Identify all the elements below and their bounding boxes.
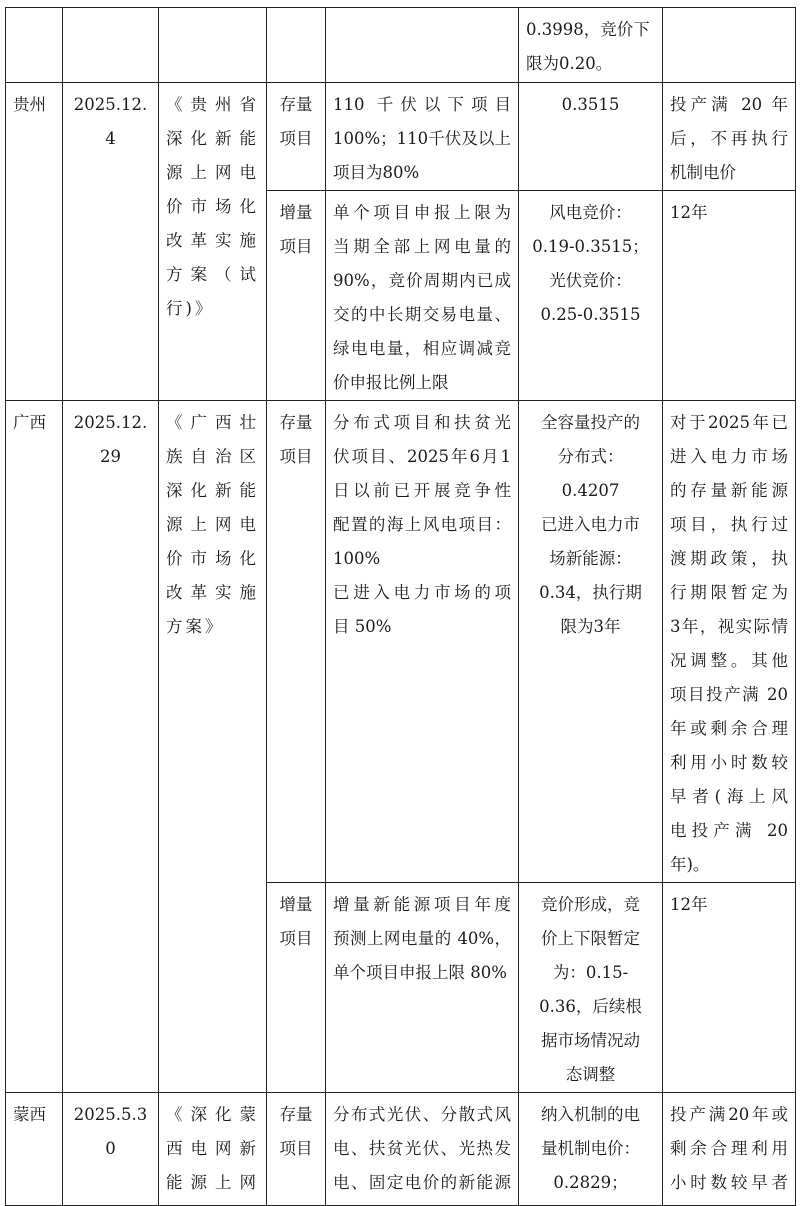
date-cell (63, 401, 159, 1093)
scope-cell (326, 83, 519, 191)
document-line: 深化新能 (166, 129, 259, 148)
type-line: 项目 (279, 929, 313, 948)
date-cell (63, 8, 159, 83)
scope-line: 100% (333, 549, 381, 568)
region-label: 广西 (13, 413, 46, 432)
scope-line: 分布式项目和扶贫光 (333, 413, 511, 432)
scope-line: 预测上网电量的 40%， (333, 929, 511, 948)
document-line: 能源上网 (166, 1173, 259, 1192)
document-line: 西电网新 (166, 1139, 259, 1158)
document-line: 方案（试 (166, 265, 259, 284)
type-cell (267, 1093, 326, 1206)
region-label: 贵州 (13, 95, 46, 114)
price-line: 量机制电价： (541, 1139, 640, 1158)
scope-line: 交的中长期交易电量、 (333, 305, 511, 324)
price-line: 竞价形成，竞 (541, 895, 640, 914)
scope-line: 分布式光伏、分散式风 (333, 1105, 511, 1124)
term-line: 渡期政策，执 (670, 549, 788, 568)
price-cell (519, 401, 663, 883)
document-line: 《深化蒙 (166, 1105, 259, 1124)
term-line: 投产满20年或 (670, 1105, 788, 1124)
type-line: 存量 (279, 1105, 313, 1124)
scope-cell (326, 191, 519, 401)
term-line: 12年 (670, 203, 708, 222)
date-line: 2025.12. (73, 413, 148, 432)
scope-line: 90%，竞价周期内已成 (333, 271, 511, 290)
term-cell (663, 401, 796, 883)
document-cell (159, 83, 267, 401)
price-cell (519, 1093, 663, 1206)
scope-line: 日以前已开展竞争性 (333, 481, 511, 500)
date-line: 29 (100, 447, 121, 466)
document-line: 改革实施 (166, 583, 259, 602)
scope-line: 单个项目申报上限为 (333, 203, 511, 222)
price-line: 分布式： (557, 447, 624, 466)
document-line: 源上网电 (166, 515, 259, 534)
type-cell (267, 83, 326, 191)
scope-line: 电、固定电价的新能源 (333, 1173, 511, 1192)
date-cell (63, 83, 159, 401)
term-cell (663, 883, 796, 1093)
term-line: 12年 (670, 895, 708, 914)
price-cell (519, 191, 663, 401)
scope-line: 伏项目、2025年6月1 (333, 447, 511, 466)
type-line: 项目 (279, 447, 313, 466)
price-line: 0.3515 (561, 95, 620, 114)
price-line: 0.25-0.3515 (540, 305, 641, 324)
scope-line: 已进入电力市场的项 (333, 583, 511, 602)
term-line: 机制电价 (670, 163, 736, 182)
date-line: 4 (105, 129, 116, 148)
scope-line: 绿电电量，相应调减竞 (333, 339, 511, 358)
term-line: 电投产满 20 (670, 821, 788, 840)
region-cell (6, 1093, 63, 1206)
region-label: 蒙西 (13, 1105, 46, 1124)
scope-line: 增量新能源项目年度 (333, 895, 511, 914)
type-line: 存量 (279, 413, 313, 432)
document-line: 价市场化 (166, 197, 259, 216)
price-line: 据市场情况动 (541, 1031, 640, 1050)
scope-line: 目 50% (333, 617, 392, 636)
type-cell (267, 401, 326, 883)
price-line: 0.36，后续根 (539, 997, 642, 1016)
price-line: 纳入机制的电 (541, 1105, 640, 1124)
term-line: 项目投产满 20 (670, 685, 788, 704)
price-line: 0.2829； (553, 1173, 628, 1192)
term-cell (663, 8, 796, 83)
price-line: 0.19-0.3515； (532, 237, 649, 256)
document-line: 源上网电 (166, 163, 259, 182)
scope-line: 价申报比例上限 (333, 373, 449, 392)
term-line: 的存量新能源 (670, 481, 788, 500)
document-line: 族自治区 (166, 447, 259, 466)
region-cell (6, 83, 63, 401)
scope-cell (326, 1093, 519, 1206)
term-line: 小时数较早者 (670, 1173, 788, 1192)
scope-cell (326, 883, 519, 1093)
type-cell (267, 191, 326, 401)
document-line: 《贵州省 (166, 95, 259, 114)
date-line: 0 (105, 1139, 116, 1158)
price-line: 0.3998，竞价下 (526, 20, 650, 39)
document-line: 价市场化 (166, 549, 259, 568)
term-line: 剩余合理利用 (670, 1139, 788, 1158)
price-line: 限为3年 (560, 617, 621, 636)
price-line: 场新能源： (549, 549, 632, 568)
type-cell (267, 8, 326, 83)
price-line: 全容量投产的 (541, 413, 640, 432)
scope-line: 100%；110千伏及以上 (333, 129, 511, 148)
term-line: 早者(海上风 (670, 787, 788, 806)
type-line: 增量 (279, 895, 313, 914)
document-cell (159, 8, 267, 83)
price-cell (519, 83, 663, 191)
type-line: 项目 (279, 129, 313, 148)
date-line: 2025.12. (73, 95, 148, 114)
term-line: 行期限暂定为 (670, 583, 788, 602)
price-line: 已进入电力市 (541, 515, 640, 534)
price-cell (519, 8, 663, 83)
term-line: 进入电力市场 (670, 447, 788, 466)
price-line: 0.34，执行期 (539, 583, 642, 602)
term-line: 况调整。其他 (670, 651, 788, 670)
price-line: 态调整 (565, 1065, 616, 1084)
price-line: 风电竞价： (549, 203, 632, 222)
date-line: 2025.5.3 (73, 1105, 148, 1124)
document-line: 改革实施 (166, 231, 259, 250)
table-row-guangxi-stock (6, 401, 796, 883)
term-line: 投产满 20 年 (670, 95, 788, 114)
term-line: 后，不再执行 (670, 129, 788, 148)
table-row-continuation (6, 8, 796, 83)
price-line: 限为0.20。 (526, 54, 613, 73)
type-line: 项目 (279, 1139, 313, 1158)
region-cell (6, 8, 63, 83)
scope-line: 项目为80% (333, 163, 420, 182)
document-line: 行)》 (166, 299, 215, 318)
scope-cell (326, 401, 519, 883)
date-cell (63, 1093, 159, 1206)
price-line: 0.4207 (561, 481, 620, 500)
scope-line: 当期全部上网电量的 (333, 237, 511, 256)
term-line: 年或剩余合理 (670, 719, 788, 738)
scope-line: 电、扶贫光伏、光热发 (333, 1139, 511, 1158)
term-line: 年)。 (670, 855, 710, 874)
type-line: 存量 (279, 95, 313, 114)
term-line: 利用小时数较 (670, 753, 788, 772)
type-line: 增量 (279, 203, 313, 222)
term-cell (663, 83, 796, 191)
term-line: 3年，视实际情 (670, 617, 788, 636)
document-line: 深化新能 (166, 481, 259, 500)
document-cell (159, 1093, 267, 1206)
term-line: 对于2025年已 (670, 413, 788, 432)
price-line: 为：0.15- (552, 963, 629, 982)
term-cell (663, 191, 796, 401)
term-line: 项目，执行过 (670, 515, 788, 534)
table-row-mengxi-stock (6, 1093, 796, 1206)
scope-line: 配置的海上风电项目： (333, 515, 511, 534)
document-cell (159, 401, 267, 1093)
price-line: 光伏竞价： (549, 271, 632, 290)
scope-cell (326, 8, 519, 83)
type-line: 项目 (279, 237, 313, 256)
table-row-guizhou-stock (6, 83, 796, 191)
scope-line: 单个项目申报上限 80% (333, 963, 507, 982)
type-cell (267, 883, 326, 1093)
scope-line: 110 千伏以下项目 (333, 95, 511, 114)
term-cell (663, 1093, 796, 1206)
price-line: 价上下限暂定 (541, 929, 640, 948)
policy-table (5, 7, 796, 1206)
price-cell (519, 883, 663, 1093)
region-cell (6, 401, 63, 1093)
document-line: 方案》 (166, 617, 225, 636)
document-line: 《广西壮 (166, 413, 259, 432)
